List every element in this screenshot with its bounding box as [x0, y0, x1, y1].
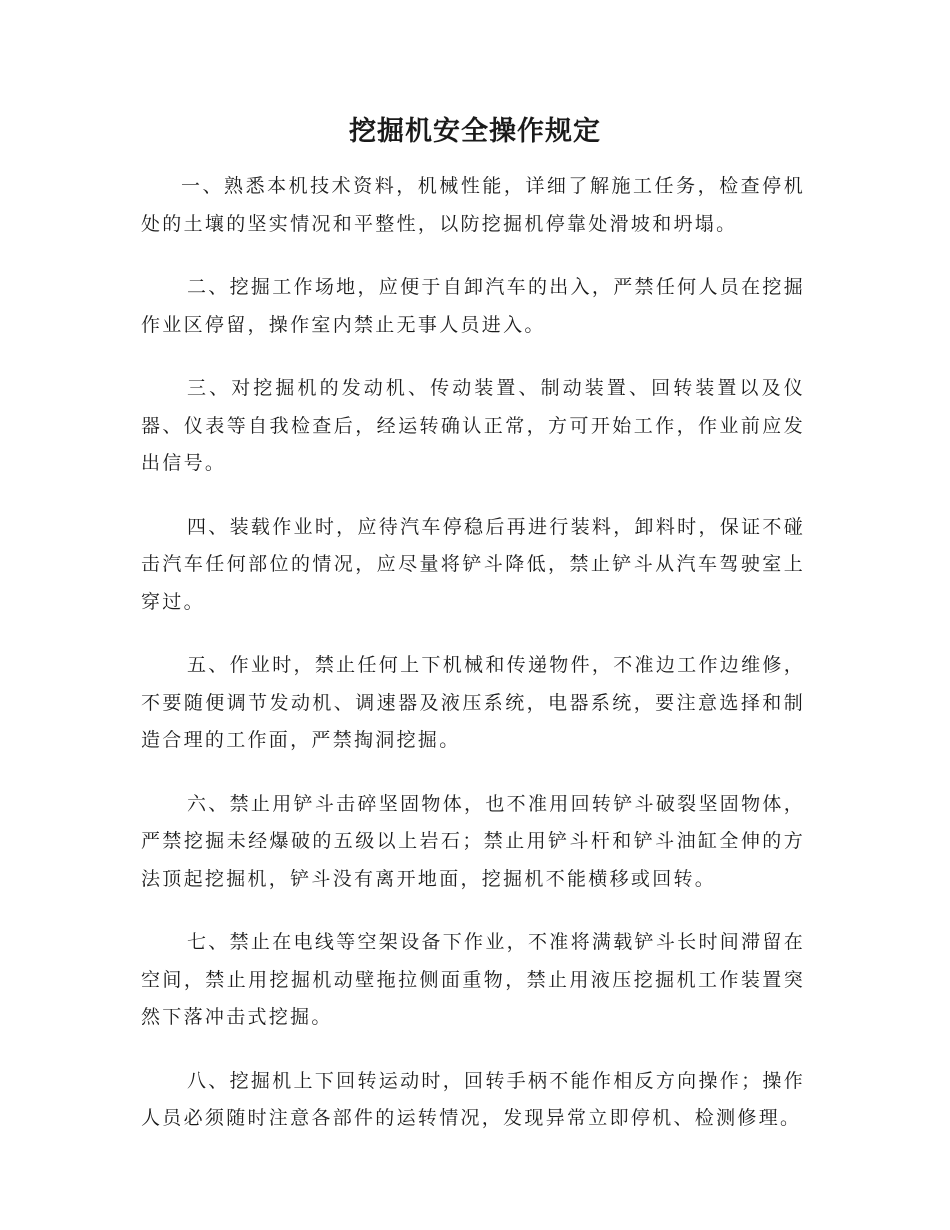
- paragraph-1: 一、熟悉本机技术资料，机械性能，详细了解施工任务，检查停机处的土壤的坚实情况和平整性，以防挖掘机停靠处滑坡和坍塌。: [141, 175, 805, 235]
- paragraph-3: 三、对挖掘机的发动机、传动装置、制动装置、回转装置以及仪器、仪表等自我检查后，经运转确认正常，方可开始工作，作业前应发出信号。: [141, 377, 805, 474]
- document-title: 挖掘机安全操作规定: [349, 116, 601, 147]
- paragraph-7: 七、禁止在电线等空架设备下作业，不准将满载铲斗长时间滞留在空间，禁止用挖掘机动壁拖拉侧面重物，禁止用液压挖掘机工作装置突然下落冲击式挖掘。: [141, 931, 805, 1028]
- paragraph-2: 二、挖掘工作场地，应便于自卸汽车的出入，严禁任何人员在挖掘作业区停留，操作室内禁止无事人员进入。: [141, 276, 805, 336]
- paragraph-8: 八、挖掘机上下回转运动时，回转手柄不能作相反方向操作；操作人员必须随时注意各部件的运转情况，发现异常立即停机、检测修理。: [141, 1069, 805, 1129]
- paragraph-4: 四、装载作业时，应待汽车停稳后再进行装料，卸料时，保证不碰击汽车任何部位的情况，应尽量将铲斗降低，禁止铲斗从汽车驾驶室上穿过。: [141, 515, 805, 613]
- paragraph-5: 五、作业时，禁止任何上下机械和传递物件，不准边工作边维修，不要随便调节发动机、调速器及液压系统，电器系统，要注意选择和制造合理的工作面，严禁掏洞挖掘。: [141, 654, 805, 751]
- paragraph-6: 六、禁止用铲斗击碎坚固物体，也不准用回转铲斗破裂坚固物体，严禁挖掘未经爆破的五级以上岩石；禁止用铲斗杆和铲斗油缸全伸的方法顶起挖掘机，铲斗没有离开地面，挖掘机不能横移或回转。: [141, 792, 805, 890]
- document-body: [141, 168, 805, 1164]
